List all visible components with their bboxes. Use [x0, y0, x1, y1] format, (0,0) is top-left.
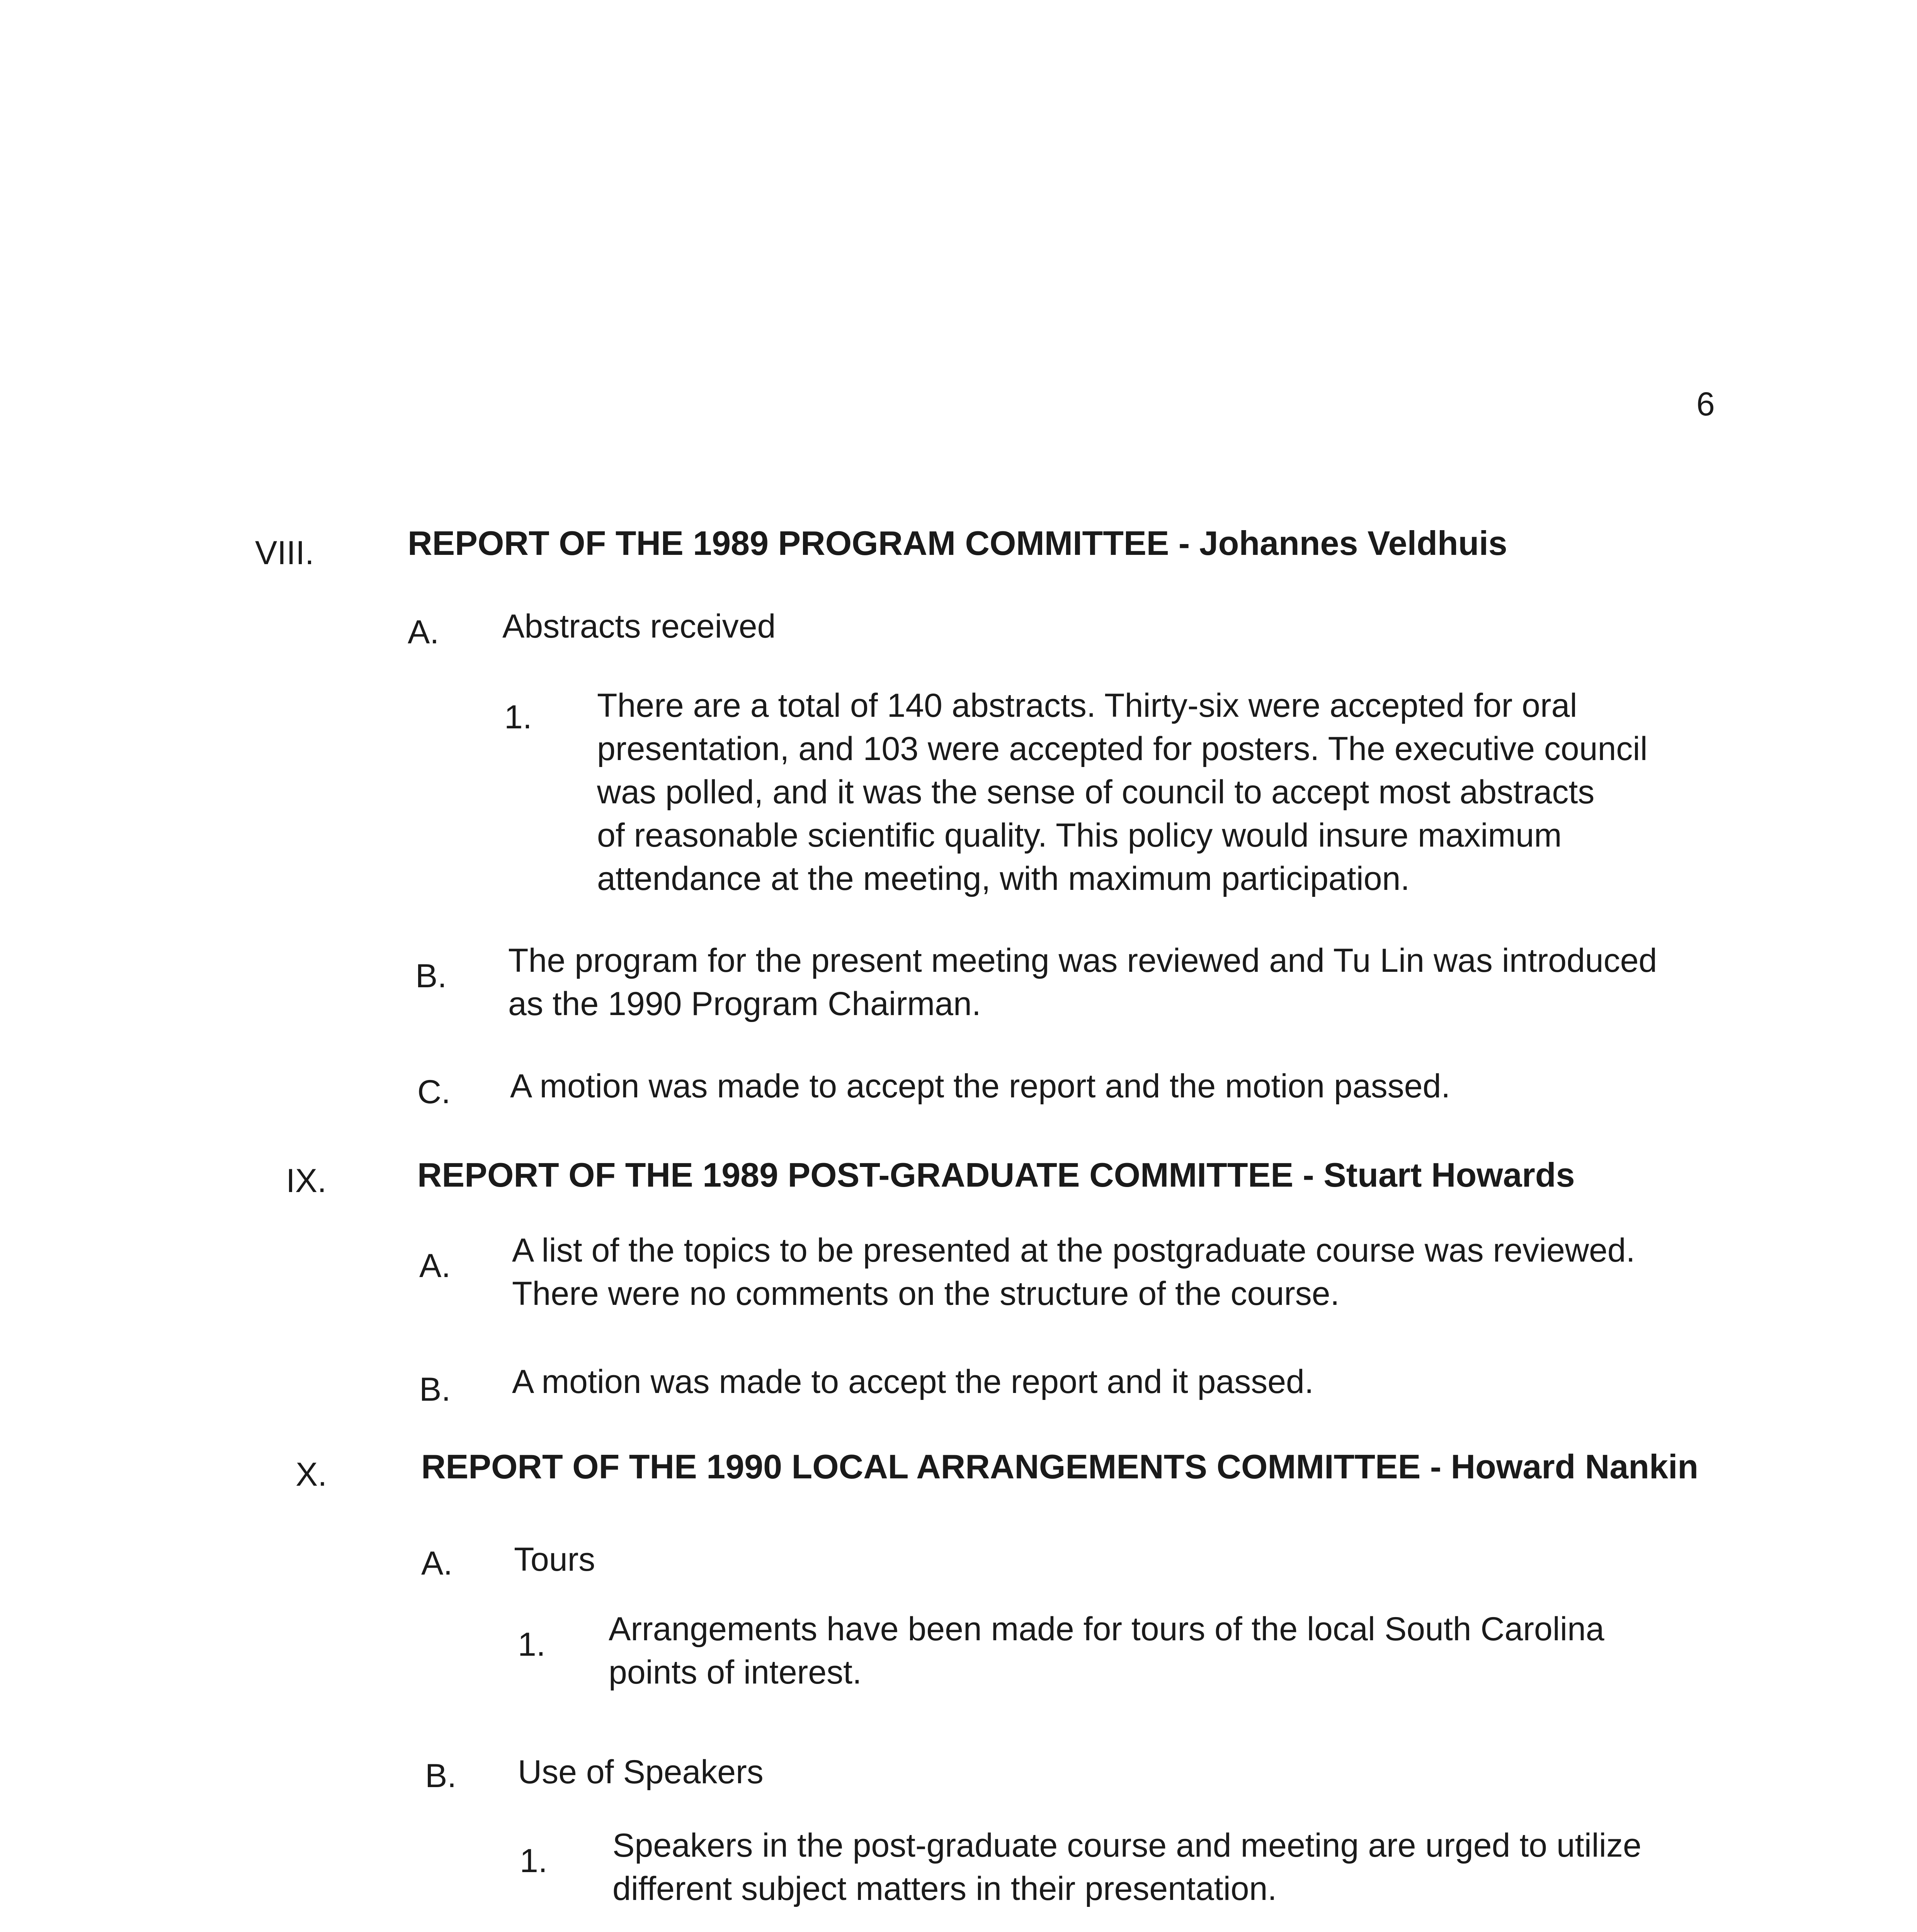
item-text: Tours: [514, 1541, 595, 1578]
paragraph-line: There are a total of 140 abstracts. Thirty-six were accepted for oral: [597, 687, 1577, 724]
paragraph-line: points of interest.: [609, 1654, 862, 1691]
section-title: REPORT OF THE 1989 POST-GRADUATE COMMITTEE - Stuart Howards: [417, 1156, 1575, 1194]
subitem-number: 1.: [518, 1626, 546, 1663]
paragraph-line: of reasonable scientific quality. This policy would insure maximum: [597, 817, 1562, 854]
item-letter: A.: [421, 1545, 453, 1582]
item-text: Use of Speakers: [518, 1753, 764, 1791]
paragraph-line: Speakers in the post-graduate course and meeting are urged to utilize: [612, 1827, 1641, 1864]
paragraph-line: different subject matters in their presentation.: [612, 1870, 1277, 1907]
item-paragraph: [512, 1229, 1635, 1315]
item-letter: B.: [425, 1757, 457, 1794]
paragraph-line: There were no comments on the structure of the course.: [512, 1275, 1340, 1312]
subitem-paragraph: [612, 1824, 1641, 1910]
section-numeral: IX.: [286, 1162, 327, 1199]
page-number: 6: [1696, 386, 1715, 423]
paragraph-line: A motion was made to accept the report and it passed.: [512, 1363, 1314, 1400]
section-numeral: VIII.: [255, 534, 314, 571]
paragraph-line: as the 1990 Program Chairman.: [508, 985, 981, 1022]
item-letter: B.: [415, 957, 447, 995]
paragraph-line: Arrangements have been made for tours of the local South Carolina: [609, 1611, 1604, 1648]
item-paragraph: [510, 1065, 1450, 1108]
item-letter: A.: [419, 1247, 451, 1284]
item-letter: C.: [417, 1073, 451, 1111]
subitem-number: 1.: [520, 1842, 548, 1879]
paragraph-line: was polled, and it was the sense of council to accept most abstracts: [597, 774, 1595, 811]
item-letter: A.: [408, 614, 439, 651]
item-text: Abstracts received: [502, 608, 776, 645]
item-paragraph: [512, 1360, 1314, 1403]
paragraph-line: A motion was made to accept the report and the motion passed.: [510, 1068, 1451, 1105]
paragraph-line: presentation, and 103 were accepted for posters. The executive council: [597, 730, 1648, 767]
paragraph-line: attendance at the meeting, with maximum participation.: [597, 860, 1410, 897]
item-letter: B.: [419, 1371, 451, 1408]
section-title: REPORT OF THE 1989 PROGRAM COMMITTEE - Johannes Veldhuis: [408, 524, 1507, 562]
subitem-paragraph: [597, 684, 1648, 900]
paragraph-line: A list of the topics to be presented at the postgraduate course was reviewed.: [512, 1232, 1635, 1269]
item-paragraph: [508, 939, 1657, 1026]
subitem-paragraph: [609, 1607, 1604, 1694]
paragraph-line: The program for the present meeting was reviewed and Tu Lin was introduced: [508, 942, 1657, 979]
section-numeral: X.: [296, 1456, 327, 1493]
section-title: REPORT OF THE 1990 LOCAL ARRANGEMENTS COMMITTEE - Howard Nankin: [421, 1447, 1699, 1486]
subitem-number: 1.: [504, 699, 532, 736]
